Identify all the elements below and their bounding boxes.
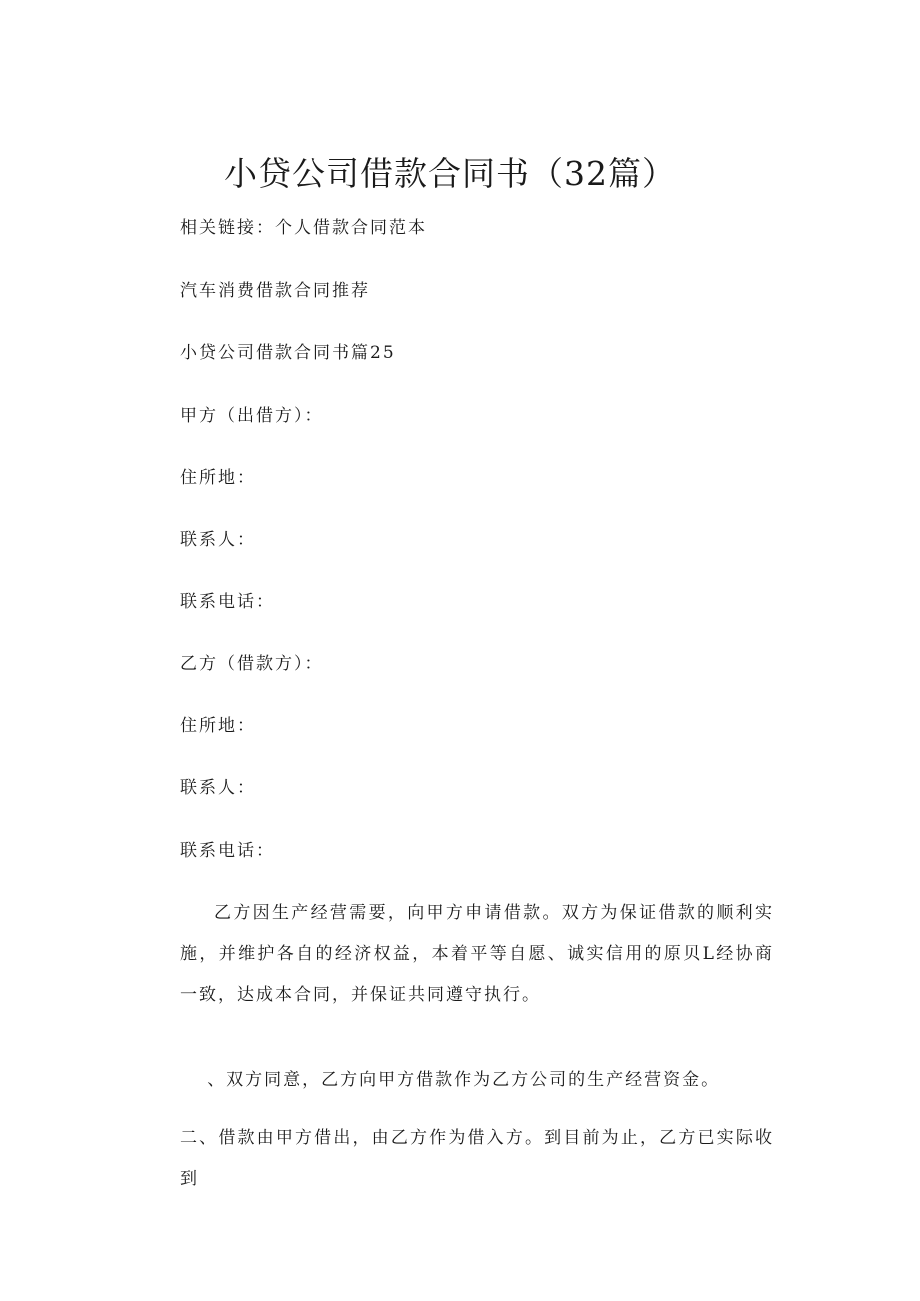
clause-one-paragraph: 、双方同意，乙方向甲方借款作为乙方公司的生产经营资金。 [207, 1070, 721, 1090]
party-b-address: 住所地： [180, 716, 256, 736]
party-a-phone: 联系电话： [180, 592, 275, 612]
party-a-contact-person: 联系人： [180, 530, 256, 550]
document-title: 小贷公司借款合同书（32篇） [224, 154, 676, 193]
party-b-contact-person: 联系人： [180, 778, 256, 798]
section-heading: 小贷公司借款合同书篇25 [180, 343, 396, 363]
related-links-line: 相关链接：个人借款合同范本 [180, 218, 427, 238]
preamble-paragraph: 乙方因生产经营需要，向甲方申请借款。双方为保证借款的顺利实施，并维护各自的经济权益，本着平等自愿、诚实信用的原贝L经协商一致，达成本合同，并保证共同遵守执行。 [180, 903, 774, 1005]
party-a-label: 甲方（出借方）： [180, 406, 324, 426]
party-a-address: 住所地： [180, 468, 256, 488]
clause-two-paragraph: 二、借款由甲方借出，由乙方作为借入方。到目前为止，乙方已实际收到 [180, 1128, 774, 1189]
recommended-line: 汽车消费借款合同推荐 [180, 281, 370, 301]
party-b-label: 乙方（借款方）： [180, 654, 324, 674]
party-b-phone: 联系电话： [180, 841, 275, 861]
